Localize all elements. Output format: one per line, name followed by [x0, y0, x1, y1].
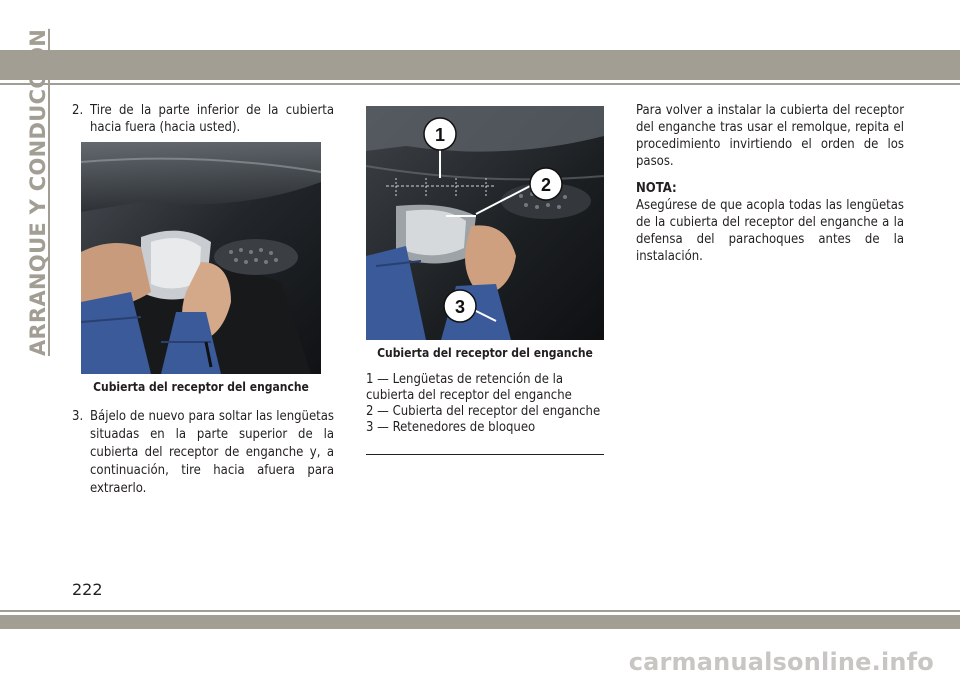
footer-band [0, 615, 960, 629]
header-band [0, 50, 960, 80]
step-2 [72, 102, 334, 138]
hitch-cover-photo-2 [366, 106, 604, 340]
note-title: NOTA: [636, 181, 677, 196]
header-rule [0, 83, 960, 85]
legend-item-3: 3 — Retenedores de bloqueo [366, 420, 536, 435]
legend-item-2: 2 — Cubierta del receptor del enganche [366, 404, 601, 419]
figure-legend [366, 372, 604, 436]
figure-caption-left: Cubierta del receptor del enganche [93, 380, 309, 394]
callout-1: 1 [434, 125, 446, 145]
hitch-cover-illustration-2 [366, 106, 604, 340]
step-3 [72, 408, 334, 496]
callout-3: 3 [454, 297, 466, 317]
reinstall-paragraph: Para volver a instalar la cubierta del receptor del enganche tras usar el remolque, repita el procedimiento invirtiendo el orden de los pasos. [636, 103, 904, 169]
section-tab: ARRANQUE Y CONDUCCIÓN [26, 28, 50, 356]
callout-2: 2 [540, 175, 552, 195]
footer-rule [0, 610, 960, 612]
step-3-number: 3. [72, 409, 84, 424]
note-text: Asegúrese de que acopla todas las lengüetas de la cubierta del receptor del enganche a la defensa del parachoques antes de la instalación. [636, 198, 904, 264]
step-3-text: Bájelo de nuevo para soltar las lengüetas situadas en la parte superior de la cubierta del receptor de enganche y, a continuación, tire hacia afuera para extraerlo. [90, 409, 334, 496]
legend-item-1: 1 — Lengüetas de retención de la cubierta del receptor del enganche [366, 372, 572, 403]
legend-rule [366, 454, 604, 455]
hitch-cover-photo-1 [81, 142, 321, 374]
figure-caption-middle: Cubierta del receptor del enganche [377, 346, 593, 360]
hitch-cover-illustration-1 [81, 142, 321, 374]
watermark: carmanualsonline.info [628, 648, 934, 676]
step-2-number: 2. [72, 103, 84, 118]
step-2-text: Tire de la parte inferior de la cubierta hacia fuera (hacia usted). [90, 103, 334, 135]
page-number: 222 [72, 580, 103, 599]
